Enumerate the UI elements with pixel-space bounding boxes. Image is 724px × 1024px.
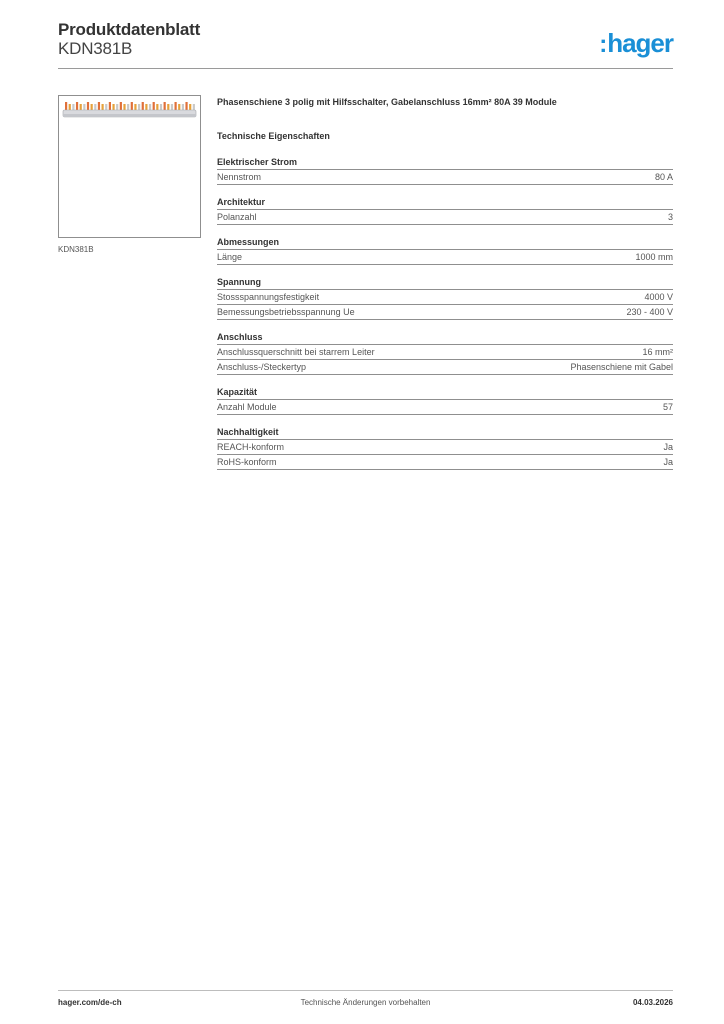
spec-label: Stossspannungsfestigkeit — [217, 292, 320, 302]
hager-logo: :hager — [599, 28, 673, 58]
article-number: KDN381B — [58, 39, 133, 58]
spec-label: Bemessungsbetriebsspannung Ue — [217, 307, 355, 317]
footer-website: hager.com/de-ch — [58, 998, 122, 1007]
spec-value: 80 A — [654, 172, 673, 182]
spec-group-title: Elektrischer Strom — [217, 156, 673, 170]
spec-value: 1000 mm — [635, 252, 673, 262]
footer-divider — [58, 990, 673, 991]
spec-value: Ja — [663, 457, 673, 467]
spec-group — [217, 196, 673, 225]
busbar-tooth — [175, 102, 177, 111]
spec-group-title: Spannung — [217, 276, 673, 290]
busbar-tooth — [76, 102, 78, 111]
spec-row — [217, 345, 673, 360]
busbar-tooth — [164, 102, 166, 111]
document-footer — [58, 998, 673, 1010]
busbar-tooth — [109, 102, 111, 111]
spec-group — [217, 386, 673, 415]
busbar-tooth — [98, 102, 100, 111]
spec-group-title: Nachhaltigkeit — [217, 426, 673, 440]
busbar-illustration — [59, 96, 200, 237]
spec-row — [217, 400, 673, 415]
spec-group — [217, 156, 673, 185]
product-name: Phasenschiene 3 polig mit Hilfsschalter, Gabelanschluss 16mm² 80A 39 Module — [217, 97, 557, 107]
product-image-caption: KDN381B — [58, 245, 94, 254]
busbar-tooth — [185, 102, 187, 111]
spec-label: Polanzahl — [217, 212, 257, 222]
spec-row — [217, 305, 673, 320]
busbar-tooth — [153, 102, 155, 111]
spec-groups — [217, 156, 673, 470]
busbar-tooth — [65, 102, 67, 111]
spec-label: Anschlussquerschnitt bei starrem Leiter — [217, 347, 375, 357]
spec-row — [217, 455, 673, 470]
footer-notice: Technische Änderungen vorbehalten — [300, 998, 431, 1007]
spec-group — [217, 276, 673, 320]
spec-row — [217, 170, 673, 185]
spec-value: 4000 V — [644, 292, 673, 302]
document-title: Produktdatenblatt — [58, 20, 201, 39]
spec-label: Anschluss-/Steckertyp — [217, 362, 307, 372]
busbar-tooth — [131, 102, 133, 111]
spec-row — [217, 210, 673, 225]
spec-group-title: Architektur — [217, 196, 673, 210]
spec-group — [217, 331, 673, 375]
product-image — [58, 95, 201, 238]
spec-value: Phasenschiene mit Gabel — [570, 362, 673, 372]
spec-row — [217, 360, 673, 375]
technical-properties-heading: Technische Eigenschaften — [217, 131, 330, 141]
spec-value: 230 - 400 V — [626, 307, 673, 317]
spec-row — [217, 290, 673, 305]
spec-value: 3 — [667, 212, 673, 222]
spec-label: Anzahl Module — [217, 402, 277, 412]
document-header — [58, 20, 673, 68]
spec-group-title: Abmessungen — [217, 236, 673, 250]
spec-label: Länge — [217, 252, 243, 262]
product-details — [217, 96, 673, 470]
spec-group — [217, 236, 673, 265]
footer-date: 04.03.2026 — [632, 998, 673, 1007]
busbar-tooth — [120, 102, 122, 111]
spec-value: Ja — [663, 442, 673, 452]
busbar-tooth — [87, 102, 89, 111]
spec-value: 16 mm² — [642, 347, 673, 357]
spec-group — [217, 426, 673, 470]
spec-row — [217, 440, 673, 455]
spec-label: RoHS-konform — [217, 457, 277, 467]
spec-value: 57 — [662, 402, 673, 412]
spec-label: Nennstrom — [217, 172, 262, 182]
spec-group-title: Kapazität — [217, 386, 673, 400]
spec-row — [217, 250, 673, 265]
spec-group-title: Anschluss — [217, 331, 673, 345]
spec-label: REACH-konform — [217, 442, 285, 452]
header-divider — [58, 68, 673, 69]
busbar-tooth — [142, 102, 144, 111]
